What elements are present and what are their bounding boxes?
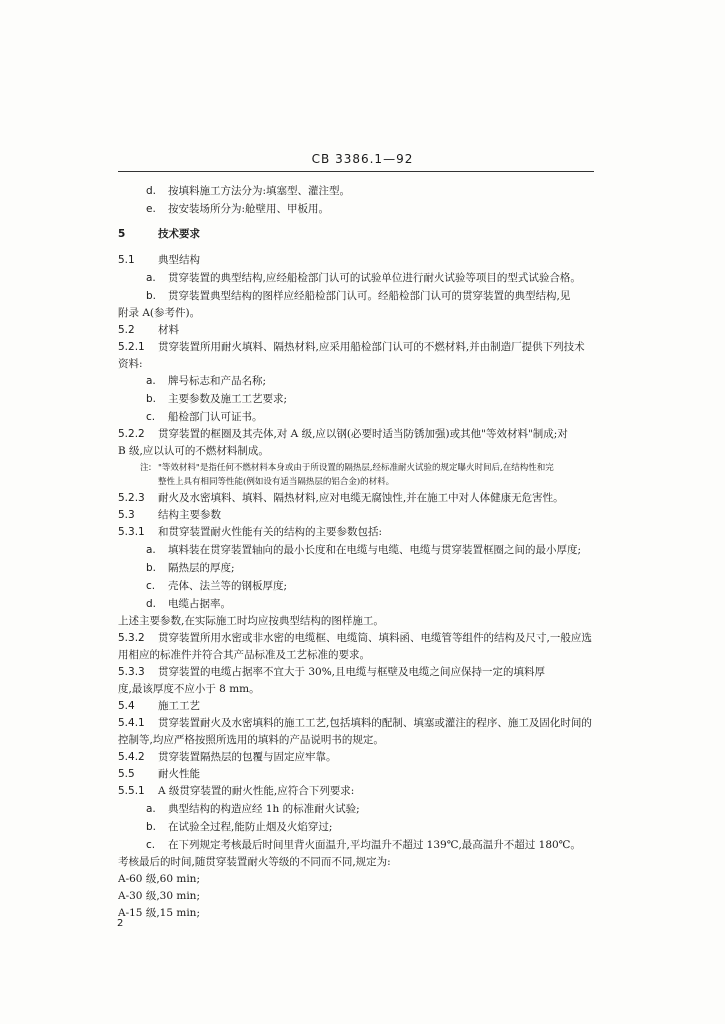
clause-text: 按安装场所分为:舱壁用、甲板用。 [168,203,330,215]
clause-number: 5.2.1 [118,341,145,353]
page-number: 2 [117,918,124,929]
text-line [146,579,606,593]
clause-number: 5.1 [118,254,135,266]
clause-number: 5.3.3 [118,666,145,678]
clause-text: 在试验全过程,能防止烟及火焰穿过; [168,821,333,833]
clause-number: 5.2.3 [118,492,145,504]
clause-number: e. [146,203,156,215]
clause-number: b. [146,562,157,574]
clause-number: 5.2.2 [118,428,145,440]
clause-text: 按填料施工方法分为:填塞型、灌注型。 [168,185,351,197]
clause-text: A-15 级,15 min; [118,907,200,919]
clause-number: d. [146,598,157,610]
clause-text: 和贯穿装置耐火性能有关的结构的主要参数包括: [158,526,383,538]
text-line [118,227,606,241]
clause-text: 技术要求 [158,228,200,240]
clause-number: 5 [118,228,126,240]
clause-number: a. [146,375,156,387]
text-line [118,889,606,903]
clause-number: b. [146,393,157,405]
clause-text: 结构主要参数 [158,509,221,521]
header-rule [118,171,594,172]
text-line [118,855,606,869]
text-line [118,323,606,337]
clause-text: 耐火性能 [158,768,200,780]
text-line [146,271,606,285]
clause-text: 贯穿装置的典型结构,应经船检部门认可的试验单位进行耐火试验等项目的型式试验合格。 [168,272,581,284]
clause-text: 船检部门认可证书。 [168,411,263,423]
clause-text: 贯穿装置典型结构的图样应经船检部门认可。经船检部门认可的贯穿装置的典型结构,见 [168,290,571,302]
clause-number: 5.5 [118,768,135,780]
clause-text: 典型结构 [158,254,200,266]
clause-text: 附录 A(参考件)。 [118,307,201,319]
clause-number: 5.3.2 [118,632,145,644]
clause-text: 上述主要参数,在实际施工时均应按典型结构的图样施工。 [118,615,384,627]
clause-text: "等效材料"是指任何不燃材料本身或由于所设置的隔热层,经标准耐火试验的规定曝火时间后,在结构性和完 [158,463,554,473]
standard-number-header: CB 3386.1—92 [311,152,414,166]
text-line [118,699,606,713]
clause-text: 贯穿装置所用水密或非水密的电缆框、电缆筒、填料函、电缆管等组件的结构及尺寸,一般应选 [158,632,592,644]
text-line [158,475,606,489]
clause-text: 度,最该厚度不应小于 8 mm。 [118,683,260,695]
text-line [118,767,606,781]
clause-number: 5.4.1 [118,717,145,729]
text-line [118,665,606,679]
text-line [118,508,606,522]
clause-number: 5.2 [118,324,135,336]
text-line [118,716,606,730]
clause-text: 牌号标志和产品名称; [168,375,267,387]
clause-text: 典型结构的构造应经 1h 的标准耐火试验; [168,803,360,815]
clause-text: 贯穿装置的电缆占据率不宜大于 30%,且电缆与框壁及电缆之间应保持一定的填料厚 [158,666,546,678]
clause-number: d. [146,185,157,197]
clause-number: 注: [140,463,152,473]
text-line [140,461,606,475]
clause-text: 电缆占据率。 [168,598,231,610]
clause-number: c. [146,839,156,851]
text-line [146,202,606,216]
clause-text: 施工工艺 [158,700,200,712]
text-line [118,631,606,645]
clause-text: A-60 级,60 min; [118,873,200,885]
clause-text: 贯穿装置隔热层的包覆与固定应牢靠。 [158,751,337,763]
clause-number: b. [146,821,157,833]
text-line [118,444,606,458]
clause-text: 隔热层的厚度; [168,562,235,574]
text-line [118,872,606,886]
text-line [118,648,606,662]
clause-text: 在下列规定考核最后时间里背火面温升,平均温升不超过 139℃,最高温升不超过 180℃。 [168,839,581,851]
clause-number: 5.4.2 [118,751,145,763]
clause-number: 5.3.1 [118,526,145,538]
clause-number: 5.5.1 [118,785,145,797]
text-line [118,906,606,920]
clause-text: 贯穿装置所用耐火填料、隔热材料,应采用船检部门认可的不燃材料,并由制造厂提供下列技术 [158,341,585,353]
clause-text: 控制等,均应严格按照所选用的填料的产品说明书的规定。 [118,734,384,746]
text-line [118,784,606,798]
text-line [146,289,606,303]
clause-number: 5.3 [118,509,135,521]
text-line [118,525,606,539]
text-line [118,491,606,505]
text-line [118,682,606,696]
clause-text: 壳体、法兰等的钢板厚度; [168,580,288,592]
clause-text: 材料 [158,324,179,336]
clause-text: 主要参数及施工工艺要求; [168,393,288,405]
clause-text: 资料: [118,358,143,370]
text-line [146,561,606,575]
clause-number: b. [146,290,157,302]
clause-number: a. [146,803,156,815]
text-line [146,410,606,424]
text-line [146,838,606,852]
clause-text: 贯穿装置耐火及水密填料的施工工艺,包括填料的配制、填塞或灌注的程序、施工及固化时间的 [158,717,592,729]
clause-number: a. [146,272,156,284]
text-line [118,253,606,267]
clause-text: B 级,应以认可的不燃材料制成。 [118,445,269,457]
clause-number: a. [146,544,156,556]
clause-text: 耐火及水密填料、填料、隔热材料,应对电缆无腐蚀性,并在施工中对人体健康无危害性。 [158,492,564,504]
text-line [146,184,606,198]
clause-number: c. [146,411,156,423]
text-line [118,614,606,628]
clause-text: 考核最后的时间,随贯穿装置耐火等级的不同而不同,规定为: [118,856,391,868]
text-line [118,750,606,764]
clause-number: 5.4 [118,700,135,712]
text-line [146,374,606,388]
clause-text: 贯穿装置的框圈及其壳体,对 A 级,应以钢(必要时适当防锈加强)或其他"等效材料"制成;对 [158,428,568,440]
clause-text: 填料装在贯穿装置轴向的最小长度和在电缆与电缆、电缆与贯穿装置框圈之间的最小厚度; [168,544,582,556]
text-line [118,340,606,354]
text-line [118,306,606,320]
text-line [118,427,606,441]
clause-text: A 级贯穿装置的耐火性能,应符合下列要求: [158,785,355,797]
text-line [146,543,606,557]
clause-text: 用相应的标准件并符合其产品标准及工艺标准的要求。 [118,649,370,661]
text-line [146,820,606,834]
text-line [146,392,606,406]
text-line [146,802,606,816]
clause-number: c. [146,580,156,592]
text-line [118,733,606,747]
text-line [118,357,606,371]
text-line [146,597,606,611]
clause-text: A-30 级,30 min; [118,890,200,902]
clause-text: 整性上具有相同等性能(例如设有适当隔热层的铝合金)的材料。 [158,477,395,487]
